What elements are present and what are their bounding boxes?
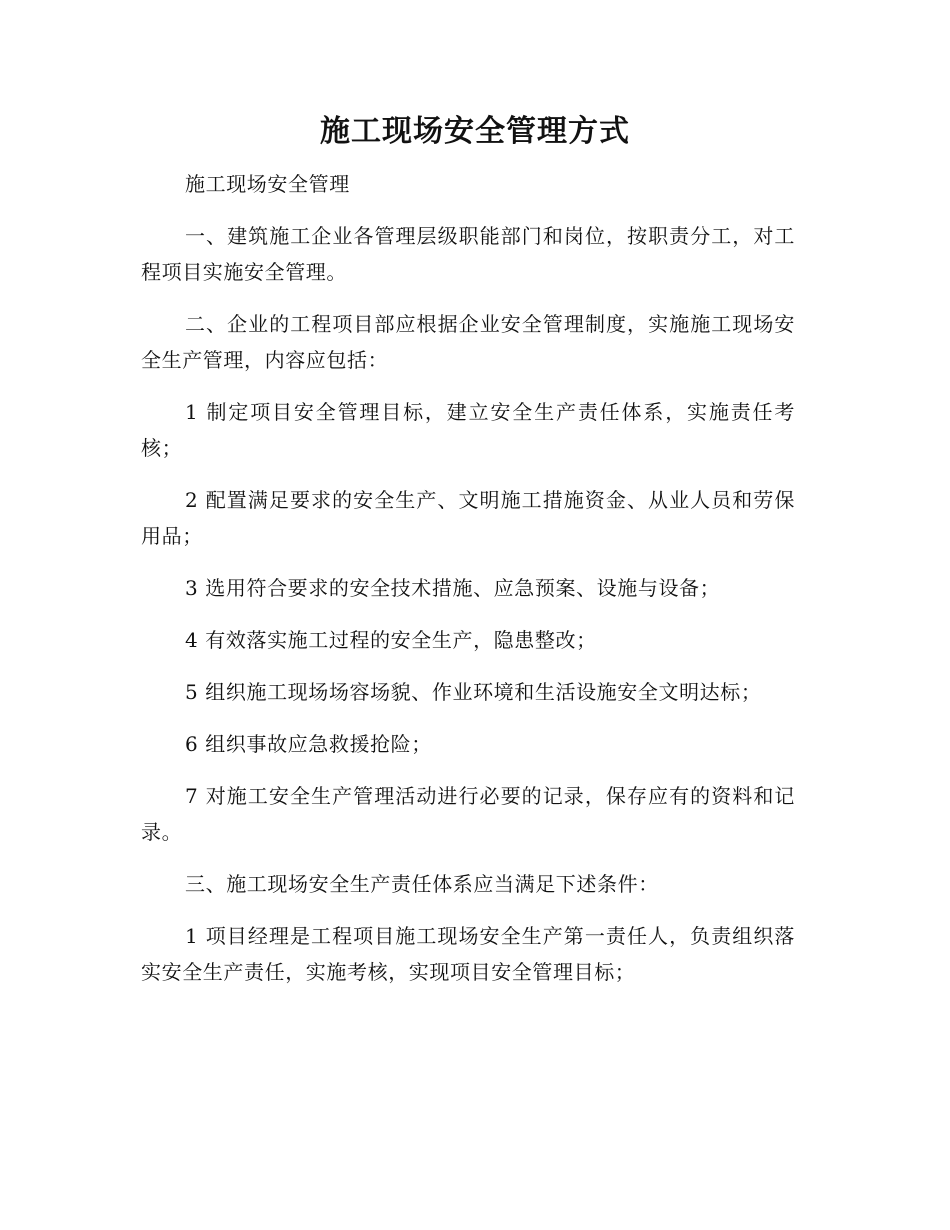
list-item-2: 2 配置满足要求的安全生产、文明施工措施资金、从业人员和劳保用品；: [141, 488, 795, 548]
list-item-3: 3 选用符合要求的安全技术措施、应急预案、设施与设备；: [185, 576, 721, 600]
list-item-6: 6 组织事故应急救援抢险；: [185, 732, 432, 756]
list-item-4: 4 有效落实施工过程的安全生产，隐患整改；: [185, 628, 597, 652]
paragraph-section-1: 一、建筑施工企业各管理层级职能部门和岗位，按职责分工，对工程项目实施安全管理。: [141, 224, 795, 284]
list-item-3-1: 1 项目经理是工程项目施工现场安全生产第一责任人，负责组织落实安全生产责任，实施考核，实现项目安全管理目标；: [141, 924, 795, 984]
paragraph-subtitle: 施工现场安全管理: [185, 172, 350, 196]
paragraph-section-3: 三、施工现场安全生产责任体系应当满足下述条件：: [185, 872, 659, 896]
list-item-7: 7 对施工安全生产管理活动进行必要的记录，保存应有的资料和记录。: [141, 784, 795, 844]
paragraph-section-2: 二、企业的工程项目部应根据企业安全管理制度，实施施工现场安全生产管理，内容应包括：: [141, 312, 795, 372]
document-title: 施工现场安全管理方式: [320, 114, 630, 149]
list-item-1: 1 制定项目安全管理目标，建立安全生产责任体系，实施责任考核；: [141, 400, 795, 460]
list-item-5: 5 组织施工现场场容场貌、作业环境和生活设施安全文明达标；: [185, 680, 762, 704]
document-body: [141, 166, 795, 1006]
